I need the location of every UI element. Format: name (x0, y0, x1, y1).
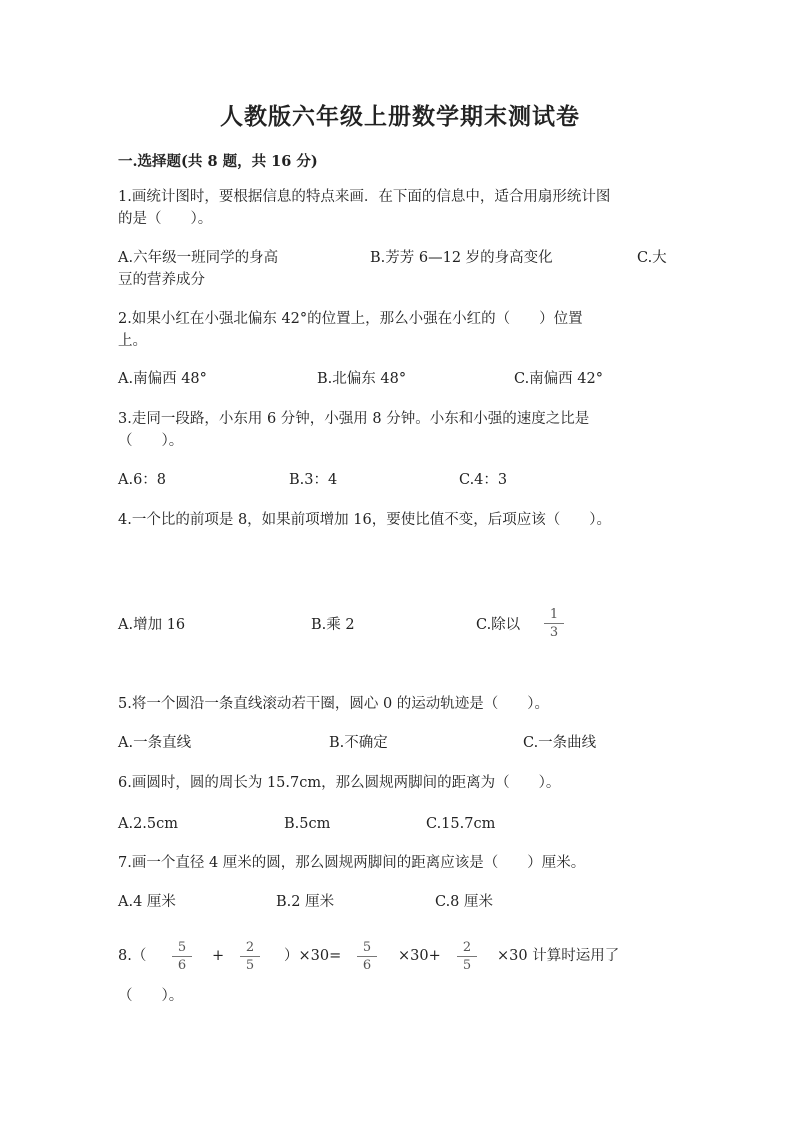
question-8-text-mid2: ×30+ (398, 948, 441, 964)
fraction-two-fifths (240, 940, 260, 973)
question-6-option-b: B.5cm (284, 816, 331, 832)
fraction-one-third (544, 607, 564, 640)
question-5-option-b: B.不确定 (329, 735, 388, 751)
fraction-two-fifths-2 (457, 940, 477, 973)
plus-sign: + (212, 948, 225, 964)
question-6-text: 6.画圆时，圆的周长为 15.7cm，那么圆规两脚间的距离为（ ）。 (118, 775, 561, 791)
question-8-text-end: ×30 计算时运用了 (497, 948, 620, 964)
question-6-option-a: A.2.5cm (118, 816, 179, 832)
fraction-denominator: 5 (462, 958, 472, 973)
question-5-option-c: C.一条曲线 (523, 735, 597, 751)
question-1-option-c: C.大 (637, 250, 667, 266)
question-3-text: 3.走同一段路，小东用 6 分钟，小强用 8 分钟。小东和小强的速度之比是 (118, 411, 590, 427)
question-2-text: 2.如果小红在小强北偏东 42°的位置上，那么小强在小红的（ ）位置 (118, 311, 583, 327)
fraction-five-sixths-2 (357, 940, 377, 973)
question-2-text-cont: 上。 (118, 333, 147, 349)
fraction-numerator: 2 (240, 940, 260, 957)
question-5-text: 5.将一个圆沿一条直线滚动若干圈，圆心 0 的运动轨迹是（ ）。 (118, 696, 550, 712)
question-1-option-b: B.芳芳 6—12 岁的身高变化 (370, 250, 553, 266)
question-3-option-c: C.4：3 (459, 472, 508, 488)
question-7-option-b: B.2 厘米 (276, 894, 335, 910)
section-heading: 一.选择题(共 8 题，共 16 分) (118, 153, 318, 170)
fraction-denominator: 5 (245, 958, 255, 973)
fraction-denominator: 6 (177, 958, 187, 973)
question-8-text-cont: （ ）。 (118, 988, 184, 1004)
question-3-text-cont: （ ）。 (118, 433, 184, 449)
question-1-option-a: A.六年级一班同学的身高 (118, 250, 279, 266)
question-4-text: 4.一个比的前项是 8，如果前项增加 16，要使比值不变，后项应该（ ）。 (118, 512, 611, 528)
fraction-five-sixths (172, 940, 192, 973)
fraction-numerator: 2 (457, 940, 477, 957)
question-4-option-c: C.除以 (476, 617, 521, 633)
question-3-option-b: B.3：4 (289, 472, 338, 488)
question-5-option-a: A.一条直线 (118, 735, 192, 751)
question-1-text-cont: 的是（ ）。 (118, 211, 213, 227)
question-3-option-a: A.6：8 (118, 472, 167, 488)
question-7-option-a: A.4 厘米 (118, 894, 176, 910)
fraction-numerator: 5 (172, 940, 192, 957)
fraction-denominator: 6 (362, 958, 372, 973)
fraction-numerator: 5 (357, 940, 377, 957)
question-4-option-b: B.乘 2 (311, 617, 355, 633)
question-1-option-c-cont: 豆的营养成分 (118, 272, 205, 288)
question-2-option-c: C.南偏西 42° (514, 371, 603, 387)
question-7-text: 7.画一个直径 4 厘米的圆，那么圆规两脚间的距离应该是（ ）厘米。 (118, 855, 586, 871)
question-1-text: 1.画统计图时，要根据信息的特点来画．在下面的信息中，适合用扇形统计图 (118, 189, 611, 205)
question-8-text-start: 8.（ (118, 948, 147, 964)
question-4-option-a: A.增加 16 (118, 617, 186, 633)
page-title: 人教版六年级上册数学期末测试卷 (220, 103, 580, 130)
question-2-option-a: A.南偏西 48° (118, 371, 207, 387)
question-7-option-c: C.8 厘米 (435, 894, 494, 910)
fraction-numerator: 1 (544, 607, 564, 624)
question-6-option-c: C.15.7cm (426, 816, 496, 832)
fraction-denominator: 3 (549, 625, 559, 640)
question-8-text-mid: ）×30= (284, 948, 342, 964)
question-2-option-b: B.北偏东 48° (317, 371, 407, 387)
